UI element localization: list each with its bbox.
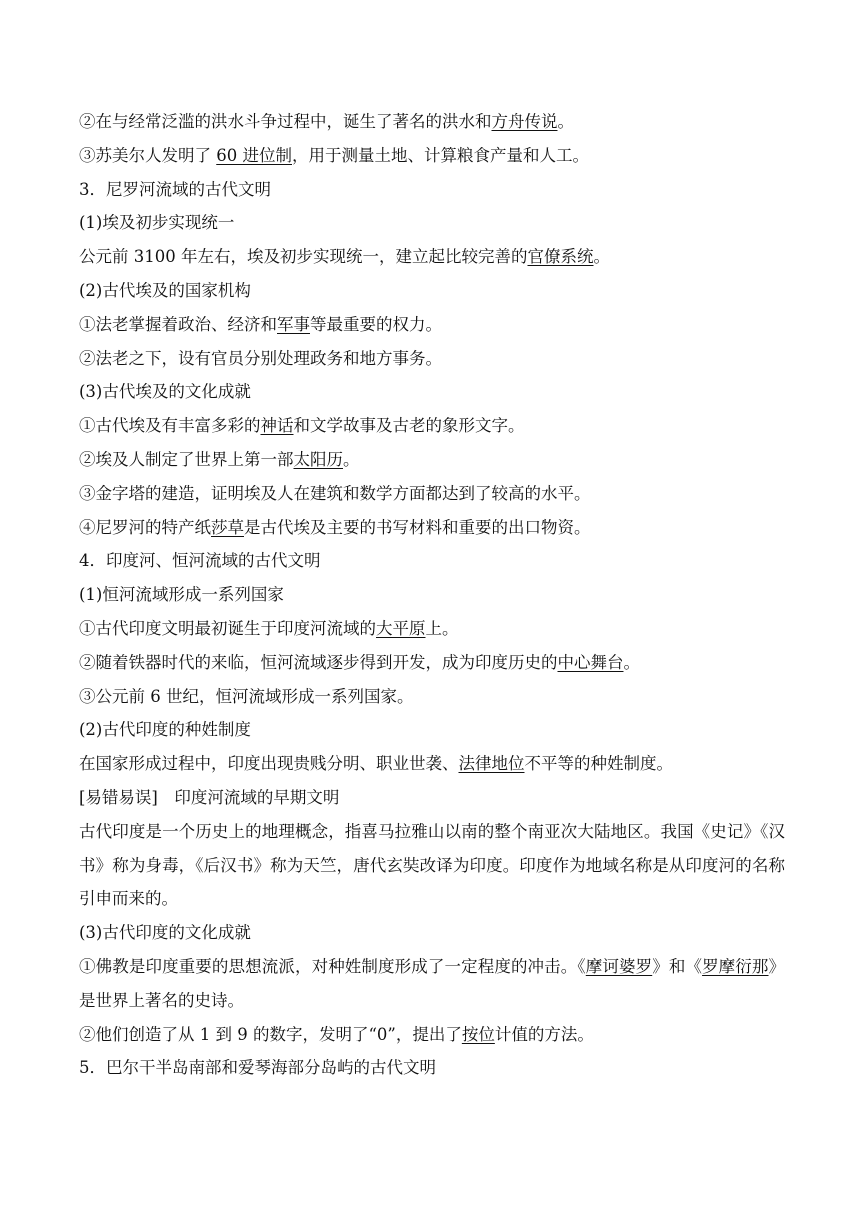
text-line bbox=[79, 240, 785, 274]
text-segment: ④尼罗河的特产纸 bbox=[79, 517, 211, 537]
text-line bbox=[79, 443, 785, 477]
text-segment: (1)恒河流域形成一系列国家 bbox=[79, 585, 284, 605]
text-segment: 公元前 3100 年左右，埃及初步实现统一，建立起比较完善的 bbox=[79, 247, 528, 267]
text-line bbox=[79, 206, 785, 240]
text-segment: ②在与经常泛滥的洪水斗争过程中，诞生了著名的洪水和 bbox=[79, 112, 492, 131]
text-segment: ，用于测量土地、计算粮食产量和人工。 bbox=[292, 145, 589, 165]
text-line bbox=[79, 342, 785, 376]
text-segment: ③公元前 6 世纪，恒河流域形成一系列国家。 bbox=[79, 686, 414, 706]
text-line bbox=[79, 105, 785, 139]
text-segment: ②随着铁器时代的来临，恒河流域逐步得到开发，成为印度历史的 bbox=[79, 652, 558, 672]
text-segment: ③金字塔的建造，证明埃及人在建筑和数学方面都达到了较高的水平。 bbox=[79, 483, 591, 503]
text-line bbox=[79, 578, 785, 612]
text-segment: ②法老之下，设有官员分别处理政务和地方事务。 bbox=[79, 348, 442, 368]
text-segment: 和文学故事及古老的象形文字。 bbox=[293, 416, 525, 436]
text-line bbox=[79, 544, 785, 578]
text-segment: 5．巴尔干半岛南部和爱琴海部分岛屿的古代文明 bbox=[79, 1058, 436, 1078]
text-segment: 4．印度河、恒河流域的古代文明 bbox=[79, 551, 321, 571]
underlined-term: 军事 bbox=[277, 314, 310, 334]
text-segment: 》是世界上著名的史诗。 bbox=[79, 956, 786, 1010]
text-segment: 》和《 bbox=[652, 956, 703, 976]
text-line bbox=[79, 274, 785, 308]
text-line bbox=[79, 1051, 785, 1085]
text-line bbox=[79, 916, 785, 950]
underlined-term: 按位 bbox=[461, 1024, 495, 1044]
underlined-term: 官僚系统 bbox=[527, 247, 594, 267]
underlined-term: 莎草 bbox=[211, 517, 244, 537]
text-segment: ①古代埃及有丰富多彩的 bbox=[79, 416, 261, 436]
text-line bbox=[79, 308, 785, 342]
text-segment: 3．尼罗河流域的古代文明 bbox=[79, 179, 271, 199]
text-line bbox=[79, 646, 785, 680]
text-segment: 上。 bbox=[425, 618, 459, 638]
text-line bbox=[79, 173, 785, 207]
text-segment: (2)古代印度的种姓制度 bbox=[79, 720, 251, 740]
underlined-term: 太阳历 bbox=[293, 449, 343, 469]
text-line bbox=[79, 950, 785, 1018]
text-line bbox=[79, 477, 785, 511]
text-segment: (3)古代埃及的文化成就 bbox=[79, 382, 251, 402]
text-segment: ②他们创造了从 1 到 9 的数字，发明了“0”，提出了 bbox=[79, 1024, 462, 1044]
text-segment: 古代印度是一个历史上的地理概念，指喜马拉雅山以南的整个南亚次大陆地区。我国《史记》《汉书》称为身毒，《后汉书》称为天竺，唐代玄奘改译为印度。印度作为地域名称是从印度河的名称引申而来的。 bbox=[79, 821, 785, 909]
text-line bbox=[79, 139, 785, 173]
underlined-term: 方舟传说 bbox=[491, 112, 558, 131]
underlined-term: 中心舞台 bbox=[557, 652, 624, 672]
text-segment: 。 bbox=[557, 112, 574, 131]
text-segment: 。 bbox=[623, 652, 640, 672]
underlined-term: 大平原 bbox=[376, 618, 426, 638]
text-segment: ①古代印度文明最初诞生于印度河流域的 bbox=[79, 618, 376, 638]
text-segment: (1)埃及初步实现统一 bbox=[79, 213, 235, 233]
underlined-term: 法律地位 bbox=[458, 754, 525, 774]
text-segment: ①佛教是印度重要的思想流派，对种姓制度形成了一定程度的冲击。《 bbox=[79, 956, 586, 976]
text-segment: 是古代埃及主要的书写材料和重要的出口物资。 bbox=[244, 517, 591, 537]
text-line bbox=[79, 511, 785, 545]
underlined-term: 神话 bbox=[260, 416, 294, 436]
text-segment: 在国家形成过程中，印度出现贵贱分明、职业世袭、 bbox=[79, 754, 459, 774]
text-line bbox=[79, 612, 785, 646]
text-segment: ①法老掌握着政治、经济和 bbox=[79, 314, 277, 334]
text-line bbox=[79, 680, 785, 714]
text-line bbox=[79, 781, 785, 815]
text-segment: (2)古代埃及的国家机构 bbox=[79, 280, 251, 300]
text-segment: ③苏美尔人发明了 bbox=[79, 145, 217, 165]
underlined-term: 罗摩衍那 bbox=[702, 956, 769, 976]
text-line bbox=[79, 747, 785, 781]
text-segment: ②埃及人制定了世界上第一部 bbox=[79, 449, 294, 469]
text-segment: 计值的方法。 bbox=[494, 1024, 594, 1044]
underlined-term: 60 进位制 bbox=[216, 145, 292, 165]
text-segment: [易错易误] 印度河流域的早期文明 bbox=[79, 787, 340, 807]
text-line bbox=[79, 815, 785, 916]
text-segment: (3)古代印度的文化成就 bbox=[79, 923, 251, 943]
text-segment: 。 bbox=[343, 449, 360, 469]
text-segment: 不平等的种姓制度。 bbox=[524, 754, 673, 774]
text-line bbox=[79, 375, 785, 409]
text-segment: 。 bbox=[593, 247, 610, 267]
text-line bbox=[79, 1018, 785, 1052]
text-line bbox=[79, 409, 785, 443]
text-segment: 等最重要的权力。 bbox=[310, 314, 442, 334]
text-line bbox=[79, 713, 785, 747]
underlined-term: 摩诃婆罗 bbox=[585, 956, 653, 976]
document-body bbox=[79, 105, 785, 1085]
